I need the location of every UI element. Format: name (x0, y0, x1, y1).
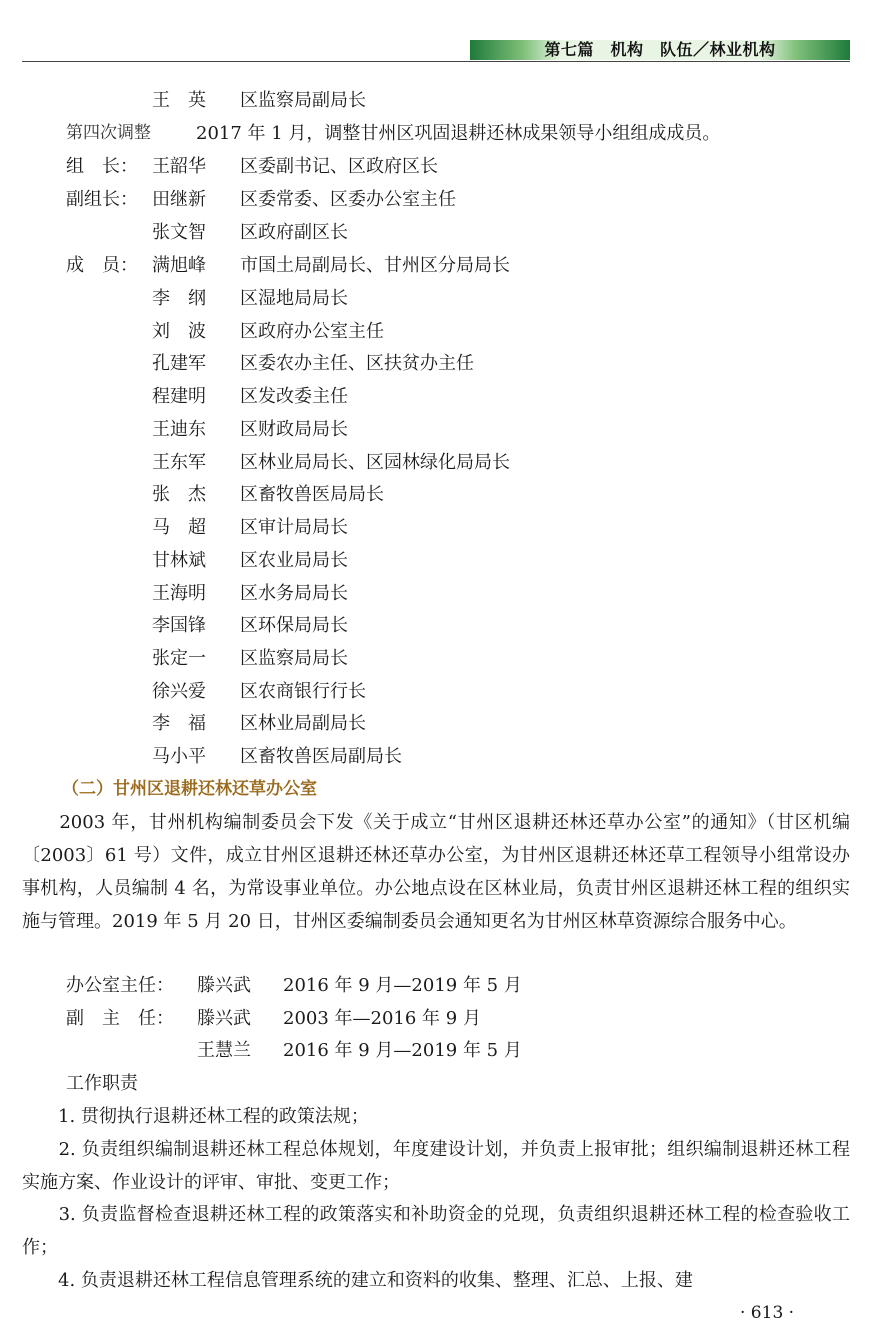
member-row (0, 315, 871, 348)
leader-label: 组 长： (66, 156, 138, 177)
member-role: 区畜牧兽医局副局长 (240, 746, 402, 767)
staff-term: 2003 年—2016 年 9 月 (283, 1008, 481, 1029)
member-role: 区政府办公室主任 (240, 321, 384, 342)
member-role: 区农商银行行长 (240, 681, 366, 702)
deputy-row (0, 183, 871, 216)
deputy-row (0, 216, 871, 249)
member-name: 李 纲 (152, 288, 206, 309)
deputy-name: 田继新 (152, 189, 206, 210)
member-name: 孔建军 (152, 353, 206, 374)
adjustment-text: 2017 年 1 月，调整甘州区巩固退耕还林成果领导小组组成成员。 (196, 123, 721, 144)
member-row (0, 478, 871, 511)
staff-term: 2016 年 9 月—2019 年 5 月 (283, 975, 522, 996)
duty-item: 1. 贯彻执行退耕还林工程的政策法规； (22, 1106, 369, 1127)
member-row (0, 544, 871, 577)
running-header: 第七篇 机构 队伍／林业机构 (544, 40, 776, 59)
staff-name: 滕兴武 (197, 975, 251, 996)
staff-row (0, 1034, 871, 1067)
member-row (0, 675, 871, 708)
staff-label: 办公室主任： (66, 975, 174, 996)
deputy-role: 区政府副区长 (240, 222, 348, 243)
member-role: 区环保局局长 (240, 615, 348, 636)
member-role: 区林业局副局长 (240, 713, 366, 734)
section-paragraph: 2003 年，甘州机构编制委员会下发《关于成立“甘州区退耕还林还草办公室”的通知》（甘区机编〔2003〕61 号）文件，成立甘州区退耕还林还草办公室，为甘州区退耕还林还草工程领导小组常设办事机构，人员编制 4 名，为常设事业单位。办公地点设在区林业局，负责甘州区退耕还林工程的组织实施与管理。2019 年 5 月 20 日，甘州区委编制委员会通知更名为甘州区林草资源综合服务中心。 (22, 812, 850, 932)
duty-item: 4. 负责退耕还林工程信息管理系统的建立和资料的收集、整理、汇总、上报、建 (22, 1270, 693, 1291)
staff-name: 滕兴武 (197, 1008, 251, 1029)
member-row (0, 282, 871, 315)
member-role: 区委农办主任、区扶贫办主任 (240, 353, 474, 374)
member-role: 市国土局副局长、甘州区分局局长 (240, 255, 510, 276)
member-name: 张定一 (152, 648, 206, 669)
staff-row (0, 1002, 871, 1035)
member-name: 王东军 (152, 452, 206, 473)
staff-row (0, 969, 871, 1002)
member-name: 马 超 (152, 517, 206, 538)
leader-role: 区委副书记、区政府区长 (240, 156, 438, 177)
member-row (0, 740, 871, 773)
staff-term: 2016 年 9 月—2019 年 5 月 (283, 1040, 522, 1061)
member-row (0, 707, 871, 740)
member-row (0, 446, 871, 479)
page-number: · 613 · (740, 1303, 795, 1323)
member-name: 马小平 (152, 746, 206, 767)
member-row (0, 347, 871, 380)
member-role: 区监察局局长 (240, 648, 348, 669)
member-role: 区林业局局长、区园林绿化局局长 (240, 452, 510, 473)
leader-row (0, 150, 871, 183)
members-label: 成 员： (66, 255, 138, 276)
staff-name: 王慧兰 (197, 1040, 251, 1061)
staff-label: 副 主 任： (66, 1008, 174, 1029)
member-row (0, 609, 871, 642)
member-role: 区监察局副局长 (240, 90, 366, 111)
member-role: 区审计局局长 (240, 517, 348, 538)
member-row (0, 380, 871, 413)
deputy-label: 副组长： (66, 189, 138, 210)
adjustment-label: 第四次调整 (66, 123, 151, 143)
member-role: 区畜牧兽医局局长 (240, 484, 384, 505)
member-role: 区湿地局局长 (240, 288, 348, 309)
deputy-name: 张文智 (152, 222, 206, 243)
member-name: 李 福 (152, 713, 206, 734)
member-name: 张 杰 (152, 484, 206, 505)
member-name: 满旭峰 (152, 255, 206, 276)
leader-name: 王韶华 (152, 156, 206, 177)
member-name: 徐兴爱 (152, 681, 206, 702)
member-row (0, 413, 871, 446)
member-role: 区发改委主任 (240, 386, 348, 407)
member-name: 王迪东 (152, 419, 206, 440)
member-name: 程建明 (152, 386, 206, 407)
member-name: 李国锋 (152, 615, 206, 636)
deputy-role: 区委常委、区委办公室主任 (240, 189, 456, 210)
member-row (0, 642, 871, 675)
adjustment-row (0, 117, 871, 150)
member-role: 区水务局局长 (240, 583, 348, 604)
duty-item: 2. 负责组织编制退耕还林工程总体规划，年度建设计划，并负责上报审批；组织编制退耕还林工程实施方案、作业设计的评审、审批、变更工作； (22, 1139, 850, 1193)
member-row (0, 511, 871, 544)
duty-item: 3. 负责监督检查退耕还林工程的政策落实和补助资金的兑现，负责组织退耕还林工程的检查验收工作； (22, 1204, 850, 1258)
header-divider (22, 61, 850, 62)
member-row (0, 577, 871, 610)
member-name: 甘林斌 (152, 550, 206, 571)
member-role: 区财政局局长 (240, 419, 348, 440)
member-role: 区农业局局长 (240, 550, 348, 571)
member-row (0, 84, 871, 117)
member-name: 刘 波 (152, 321, 206, 342)
member-row (0, 249, 871, 282)
member-name: 王 英 (152, 90, 206, 111)
member-name: 王海明 (152, 583, 206, 604)
section-heading: （二）甘州区退耕还林还草办公室 (62, 779, 317, 799)
duties-heading: 工作职责 (66, 1073, 138, 1094)
